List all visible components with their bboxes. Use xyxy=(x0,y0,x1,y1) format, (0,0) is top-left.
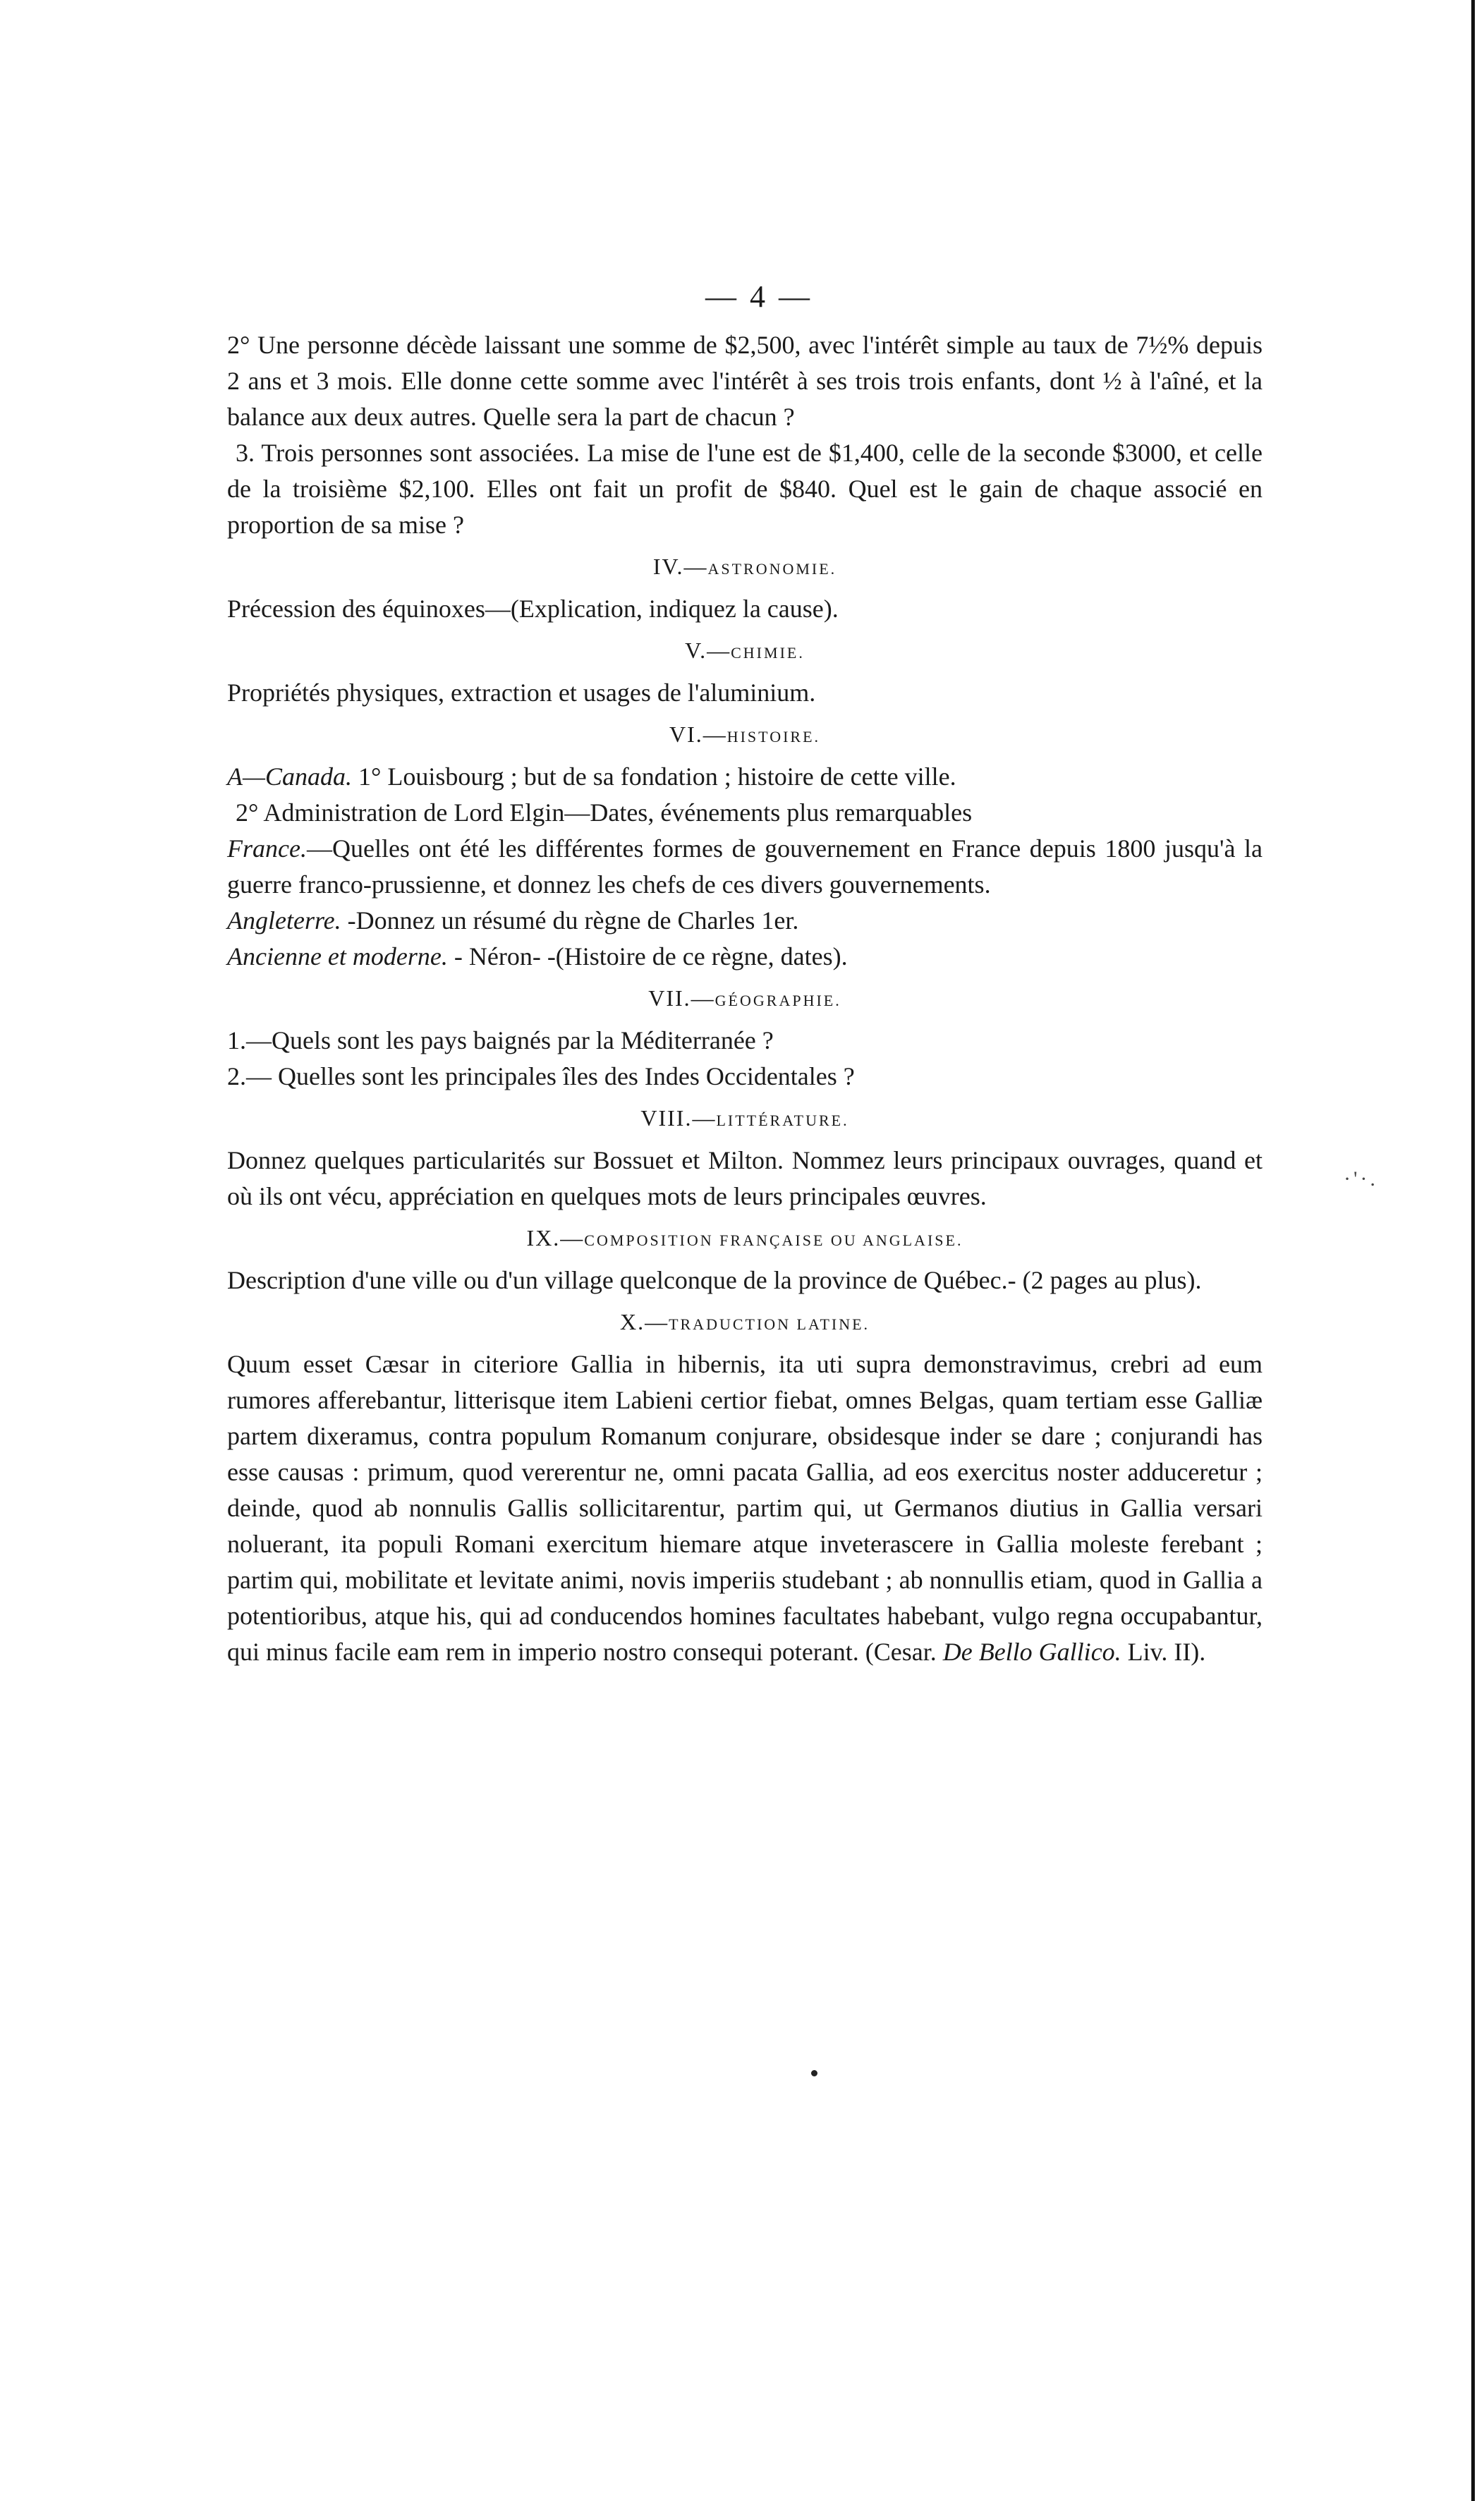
histoire-ancienne xyxy=(227,939,1263,975)
latin-source-title: De Bello Gallico. xyxy=(942,1638,1121,1666)
section-heading-geographie xyxy=(227,980,1263,1018)
section-numeral: VII.— xyxy=(648,985,715,1011)
section-heading-traduction xyxy=(227,1304,1263,1342)
angleterre-label: Angleterre. xyxy=(227,906,341,935)
problem-3: 3. Trois personnes sont associées. La mise de l'une est de $1,400, celle de la seconde $3000, et celle de la troisième $2,100. Elles ont fait un profit de $840. Quel est le gain de chaque associé en proportion de sa mise ? xyxy=(227,439,1263,539)
france-question: —Quelles ont été les différentes formes de gouvernement en France depuis 1800 jusqu'à la guerre franco-prussienne, et donnez les chefs de ces divers gouvernements. xyxy=(227,834,1263,899)
latin-source-end: Liv. II). xyxy=(1121,1638,1206,1666)
histoire-canada-1 xyxy=(227,759,1263,795)
composition-question: Description d'une ville ou d'un village quelconque de la province de Québec.- (2 pages au plus). xyxy=(227,1266,1202,1294)
geographie-question-1: 1.—Quels sont les pays baignés par la Méditerranée ? xyxy=(227,1026,774,1054)
ancienne-question: - Néron- -(Histoire de ce règne, dates). xyxy=(447,942,848,970)
section-title: CHIMIE. xyxy=(731,644,805,662)
chimie-question: Propriétés physiques, extraction et usages de l'aluminium. xyxy=(227,679,816,707)
latin-passage xyxy=(227,1346,1263,1670)
histoire-angleterre xyxy=(227,903,1263,939)
exam-page xyxy=(227,279,1263,1670)
angleterre-question: -Donnez un résumé du règne de Charles 1er. xyxy=(341,906,799,935)
section-title: COMPOSITION FRANÇAISE OU ANGLAISE. xyxy=(584,1231,963,1249)
section-heading-litterature xyxy=(227,1100,1263,1138)
section-title: HISTOIRE. xyxy=(726,728,821,746)
latin-text: Quum esset Cæsar in citeriore Gallia in hibernis, ita uti supra demonstravimus, crebri ad eum rumores afferebantur, litterisque item Labieni certior fiebat, omnes Belgas, quam tertiam esse Galliæ partem dixeramus, contra populum Romanum conjurare, obsidesque inder se dare ; conjurandi has esse causas : primum, quod vererentur ne, omni pacata Gallia, ad eos exercitus noster adduceretur ; deinde, quod ab nonnulis Gallis sollicitarentur, partim qui, ut Germanos diutius in Gallia versari noluerant, ita populi Romani exercitum hiemare atque inveterascere in Gallia moleste ferebant ; partim qui, mobilitate et levitate animi, novis imperiis studebant ; ab nonnullis etiam, quod in Gallia a potentioribus, atque his, qui ad conducendos homines facultates habebant, vulgo regna occupabantur, qui minus facile eam rem in imperio nostro consequi poterant. (Cesar. xyxy=(227,1350,1263,1666)
ancienne-label: Ancienne et moderne. xyxy=(227,942,448,970)
page-number: — 4 — xyxy=(705,279,813,314)
section-heading-chimie xyxy=(227,633,1263,671)
section-title: LITTÉRATURE. xyxy=(716,1112,849,1129)
section-heading-astronomie xyxy=(227,549,1263,587)
ink-speck xyxy=(811,2070,817,2076)
astronomie-question: Précession des équinoxes—(Explication, indiquez la cause). xyxy=(227,595,839,623)
problem-2: 2° Une personne décède laissant une somme de $2,500, avec l'intérêt simple au taux de 7½% depuis 2 ans et 3 mois. Elle donne cette somme avec l'intérêt à ses trois trois enfants, dont ½ à l'aîné, et la balance aux deux autres. Quelle sera la part de chacun ? xyxy=(227,331,1263,431)
section-numeral: IX.— xyxy=(526,1225,585,1250)
section-numeral: X.— xyxy=(619,1309,669,1334)
canada-label: A—Canada. xyxy=(227,762,353,791)
geographie-question-2: 2.— Quelles sont les principales îles des Indes Occidentales ? xyxy=(227,1062,855,1090)
section-heading-histoire xyxy=(227,717,1263,755)
canada-question-1: 1° Louisbourg ; but de sa fondation ; histoire de cette ville. xyxy=(352,762,956,791)
section-numeral: VIII.— xyxy=(640,1105,717,1131)
section-heading-composition xyxy=(227,1220,1263,1258)
section-title: GÉOGRAPHIE. xyxy=(714,992,841,1009)
section-title: ASTRONOMIE. xyxy=(707,560,837,578)
section-title: TRADUCTION LATINE. xyxy=(669,1315,870,1333)
section-numeral: VI.— xyxy=(669,722,727,747)
litterature-question: Donnez quelques particularités sur Bossuet et Milton. Nommez leurs principaux ouvrages, quand et où ils ont vécu, appréciation en quelques mots de leurs principales œuvres. xyxy=(227,1146,1263,1210)
histoire-canada-2: 2° Administration de Lord Elgin—Dates, événements plus remarquables xyxy=(236,798,973,827)
france-label: France. xyxy=(227,834,307,863)
histoire-france xyxy=(227,831,1263,903)
section-numeral: V.— xyxy=(685,638,731,663)
margin-dots: ·'·. xyxy=(1344,1167,1378,1191)
section-numeral: IV.— xyxy=(652,554,708,579)
scan-edge-line xyxy=(1471,0,1475,2501)
